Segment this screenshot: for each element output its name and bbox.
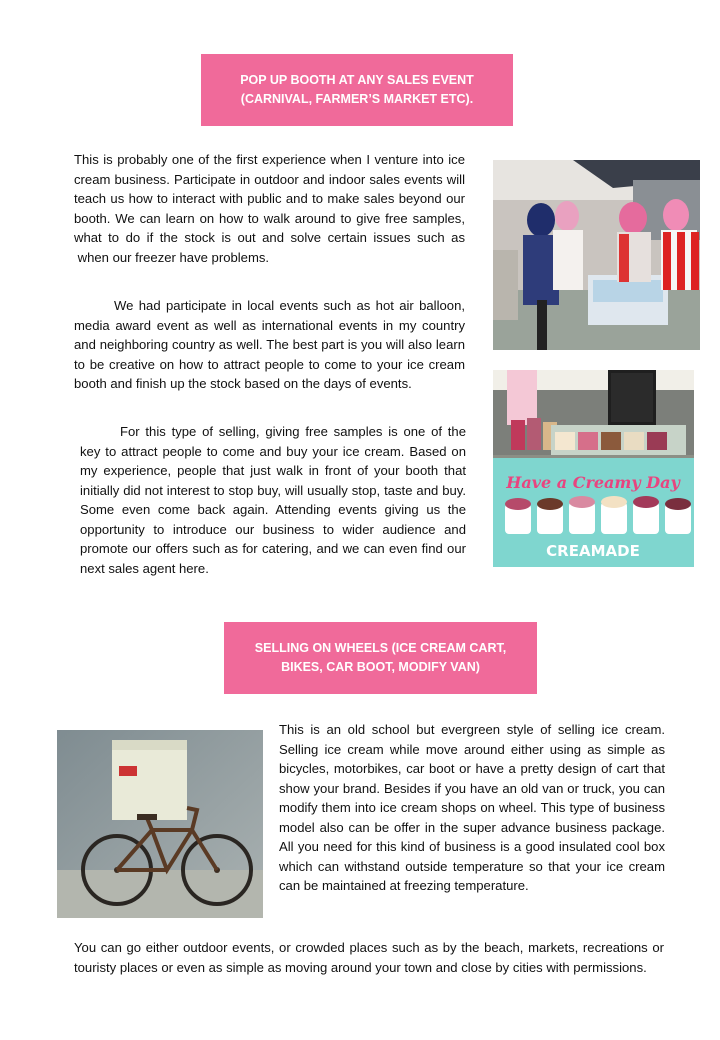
section-heading-selling-on-wheels	[224, 622, 537, 694]
heading-line: SELLING ON WHEELS (ICE CREAM CART,	[254, 641, 507, 655]
booth-vendors-photo	[493, 160, 700, 350]
ice-cream-counter-photo	[493, 370, 694, 567]
body-paragraph: We had participate in local events such as hot air balloon, media award event as well as international events in my country and neighboring country as well. The best part is you will also learn to be creative on how to attract people to come to your ice cream booth and finish up the stock based on the days of events.	[74, 298, 465, 391]
counter-sign-text: Have a Creamy Day	[506, 473, 680, 492]
body-paragraph: You can go either outdoor events, or crowded places such as by the beach, markets, recreations or touristy places or even as simple as moving around your town and close by cities with permissions.	[74, 940, 664, 975]
body-paragraph: This is probably one of the first experience when I venture into ice cream business. Participate in outdoor and indoor sales events will teach us how to interact with public and to make sales beyond our booth. We can learn on how to walk around to give free samples, what to do if the stock is out and solve certain issues such as when our freezer have problems.	[74, 152, 465, 265]
body-paragraph: For this type of selling, giving free samples is one of the key to attract people to come and buy your ice cream. Based on my experience, people that just walk in front of your booth that initially did not interest to stop buy, will usually stop, taste and buy. Some even come back again. Attending events giving us the opportunity to introduce our business to wider audience and promote our offers such as for catering, and we can even find our next sales agent here.	[80, 424, 466, 576]
counter-brand-text: CREAMADE	[546, 542, 640, 560]
heading-line: (CARNIVAL, FARMER’S MARKET ETC).	[240, 92, 474, 106]
body-paragraph: This is an old school but evergreen style of selling ice cream. Selling ice cream while move around either using as simple as bicycles, motorbikes, car boot or have a pretty design of cart that show your brand. Besides if you have an old van or truck, you can modify them into ice cream shops on wheel. This type of business model also can be offer in the super advance business package. All you need for this kind of business is a good insulated cool box which can withstand outside temperature so that your ice cream can be maintained at freezing temperature.	[279, 722, 665, 893]
section-heading-pop-up-booth	[201, 54, 513, 126]
heading-line: POP UP BOOTH AT ANY SALES EVENT	[240, 73, 474, 87]
heading-line: BIKES, CAR BOOT, MODIFY VAN)	[281, 660, 480, 674]
bicycle-cool-box-photo	[57, 730, 263, 918]
